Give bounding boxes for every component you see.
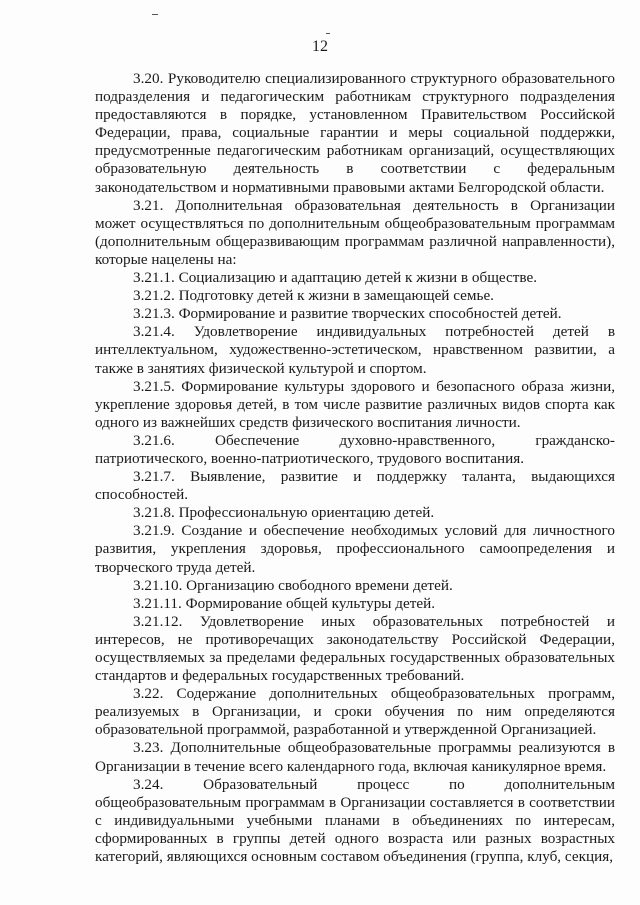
- scan-speck: [152, 14, 158, 15]
- paragraph-3-21-1: 3.21.1. Социализацию и адаптацию детей к жизни в обществе.: [133, 269, 538, 287]
- paragraph-3-21-6: 3.21.6. Обеспечение духовно-нравственного, гражданско-патриотического, военно-патриотического, трудового воспитания.: [95, 431, 615, 467]
- paragraph-3-21-12: 3.21.12. Удовлетворение иных образовательных потребностей и интересов, не противоречащих законодательству Российской Федерации, осуществляемых за пределами федеральных государственных образовательных стандартов и федеральных государственных требований.: [95, 612, 615, 685]
- paragraph-3-21-7: 3.21.7. Выявление, развитие и поддержку таланта, выдающихся способностей.: [95, 468, 615, 504]
- paragraph-3-21-9: 3.21.9. Создание и обеспечение необходимых условий для личностного развития, укрепления здоровья, профессионального самоопределения и творческого труда детей.: [95, 522, 615, 576]
- paragraph-3-21-10: 3.21.10. Организацию свободного времени детей.: [133, 576, 453, 594]
- paragraph-3-24: 3.24. Образовательный процесс по дополнительным общеобразовательным программам в Организации составляется в соответствии с индивидуальными учебными планами в объединениях по интересам, сформированных в группы детей одного возраста или разных возрастных категорий, являющихся основным составом объединения (группа, клуб, секция,: [95, 775, 615, 866]
- scan-speck: [326, 33, 330, 34]
- paragraph-3-21-4: 3.21.4. Удовлетворение индивидуальных потребностей детей в интеллектуальном, художественно-эстетическом, нравственном развитии, а также в занятиях физической культурой и спортом.: [95, 323, 615, 377]
- paragraph-3-20: 3.20. Руководителю специализированного структурного образовательного подразделения и педагогическим работникам структурного подразделения предоставляются в порядке, установленном Правительством Российской Федерации, права, социальные гарантии и меры социальной поддержки, предусмотренные педагогическим работникам организаций, осуществляющих образовательную деятельность в соответствии с федеральным законодательством и нормативными правовыми актами Белгородской области.: [95, 70, 615, 196]
- paragraph-3-21-5: 3.21.5. Формирование культуры здорового и безопасного образа жизни, укрепление здоровья детей, в том числе развитие различных видов спорта как одного из важнейших средств физического воспитания личности.: [95, 377, 615, 431]
- paragraph-3-21-3: 3.21.3. Формирование и развитие творческих способностей детей.: [133, 305, 562, 323]
- paragraph-3-21-2: 3.21.2. Подготовку детей к жизни в замещающей семье.: [133, 287, 494, 305]
- page-number: 12: [312, 38, 328, 55]
- paragraph-3-21-11: 3.21.11. Формирование общей культуры детей.: [133, 594, 436, 612]
- paragraph-3-22: 3.22. Содержание дополнительных общеобразовательных программ, реализуемых в Организации, и сроки обучения по ним определяются образовательной программой, разработанной и утвержденной Организацией.: [95, 685, 615, 739]
- paragraph-3-21: 3.21. Дополнительная образовательная деятельность в Организации может осуществляться по дополнительным общеобразовательным программам (дополнительным общеразвивающим программам различной направленности), которые нацелены на:: [95, 196, 615, 268]
- document-body: [95, 70, 615, 866]
- paragraph-3-21-8: 3.21.8. Профессиональную ориентацию детей.: [133, 504, 435, 522]
- paragraph-3-23: 3.23. Дополнительные общеобразовательные программы реализуются в Организации в течение всего календарного года, включая каникулярное время.: [95, 739, 615, 775]
